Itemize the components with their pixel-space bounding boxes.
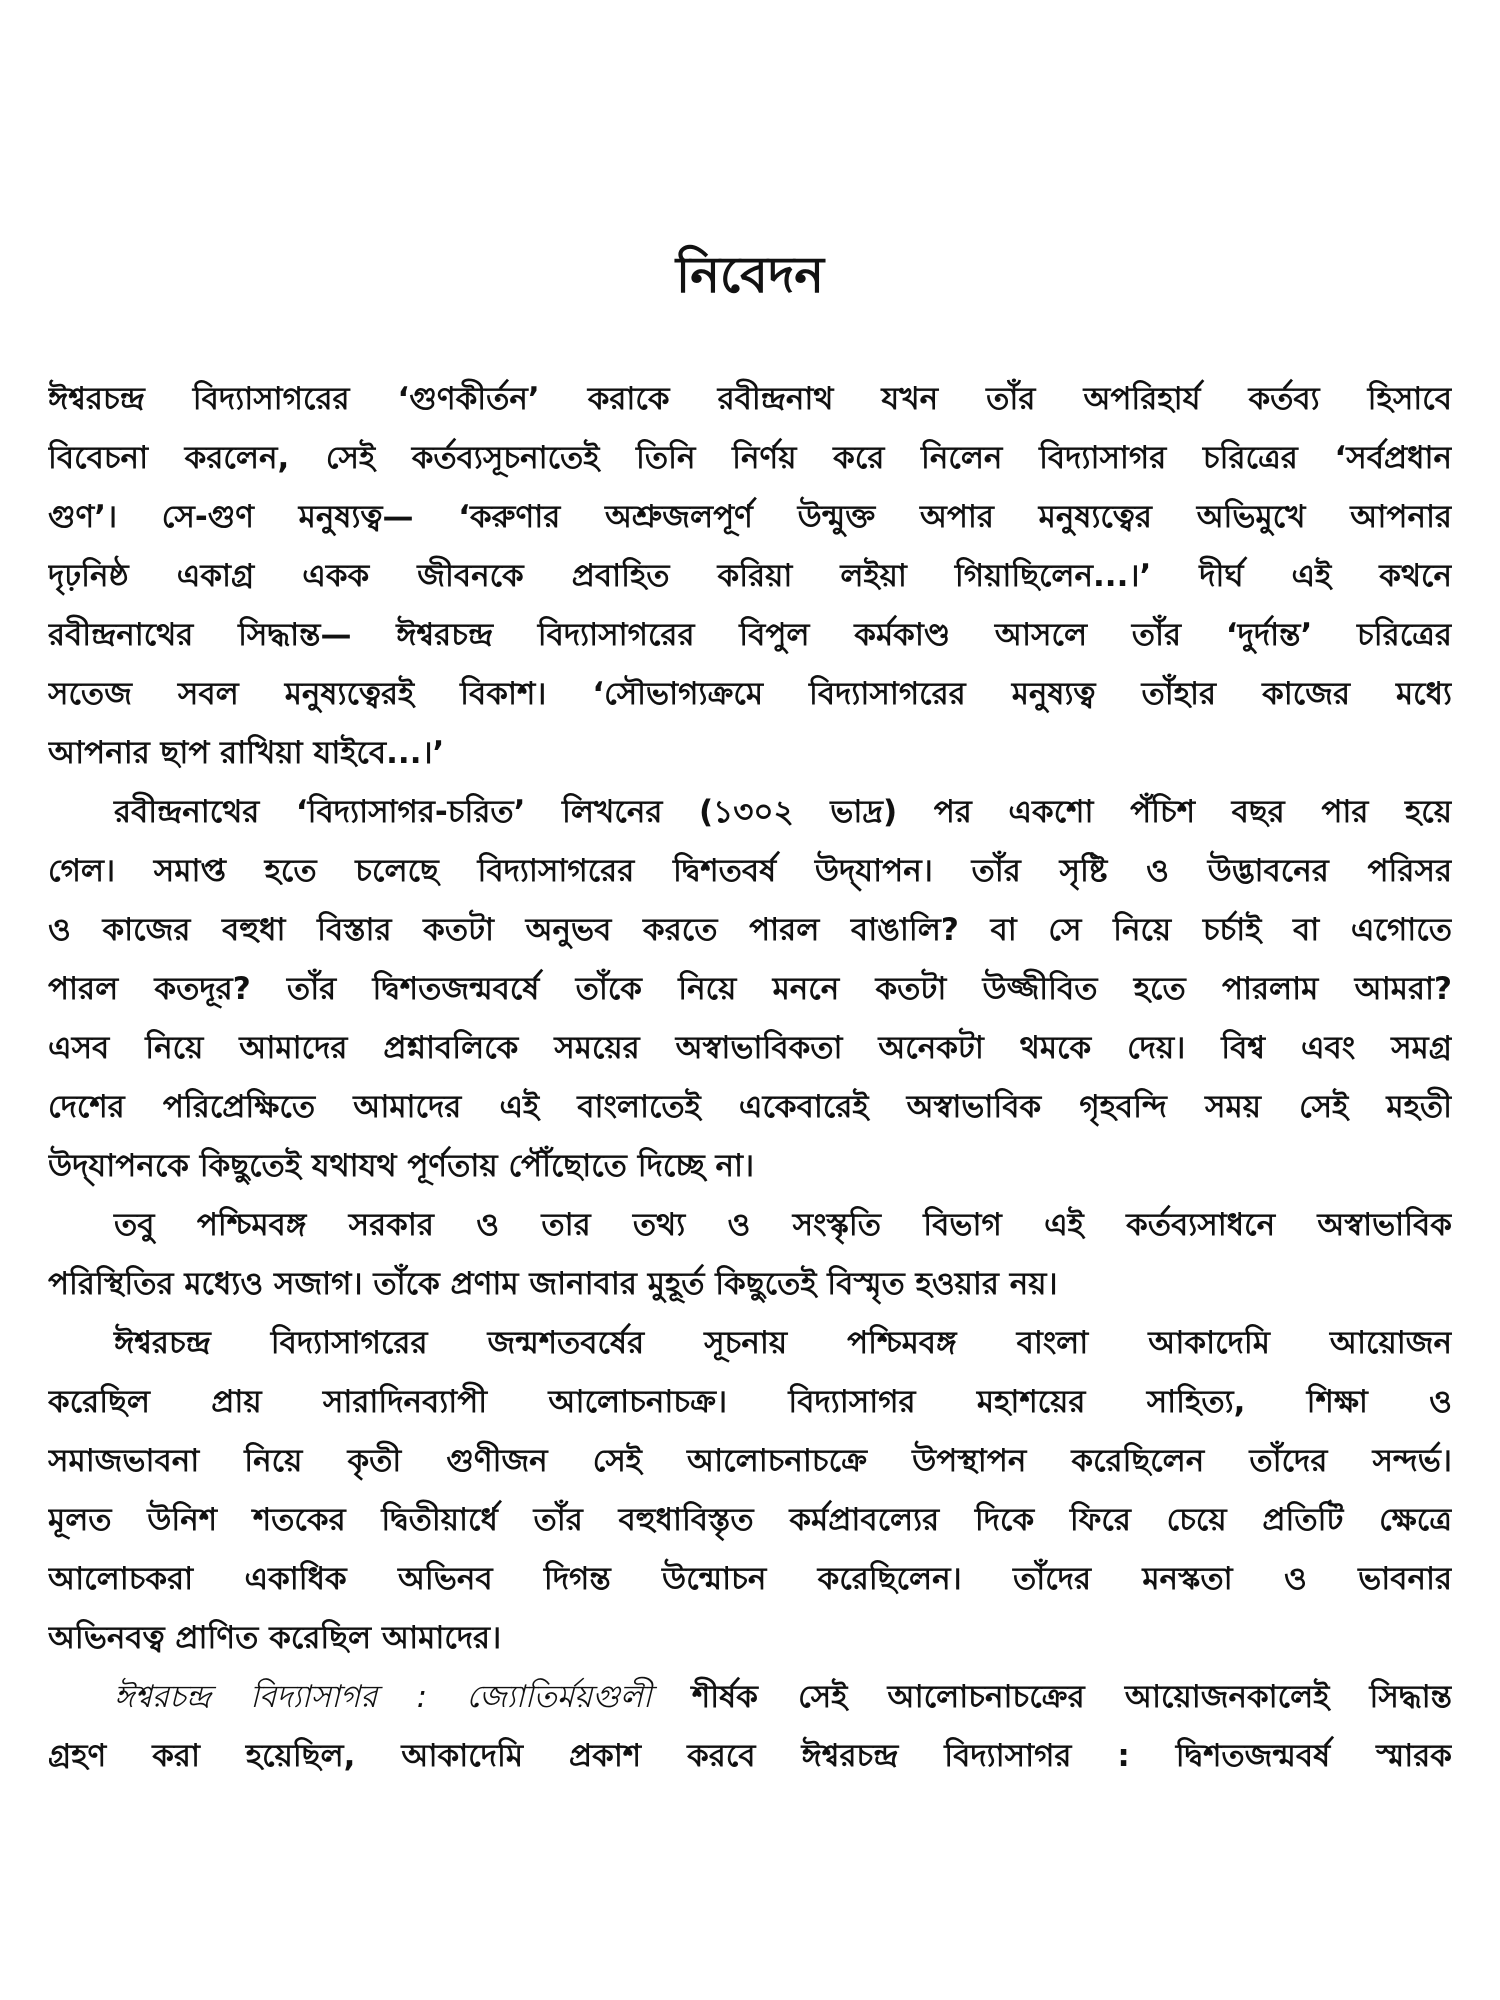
text-line: আলোচকরা একাধিক অভিনব দিগন্ত উন্মোচন করেছিলেন। তাঁদের মনস্কতা ও ভাবনার xyxy=(48,1561,1452,1597)
text-line: করেছিল প্রায় সারাদিনব্যাপী আলোচনাচক্র। বিদ্যাসাগর মহাশয়ের সাহিত্য, শিক্ষা ও xyxy=(48,1384,1452,1420)
text-line: বিবেচনা করলেন, সেই কর্তব্যসূচনাতেই তিনি নির্ণয় করে নিলেন বিদ্যাসাগর চরিত্রের ‘সর্বপ্রধান xyxy=(48,440,1452,476)
text-line: দৃঢ়নিষ্ঠ একাগ্র একক জীবনকে প্রবাহিত করিয়া লইয়া গিয়াছিলেন...।’ দীর্ঘ এই কথনে xyxy=(48,558,1452,594)
text-line: ঈশ্বরচন্দ্র বিদ্যাসাগরের ‘গুণকীর্তন’ করাকে রবীন্দ্রনাথ যখন তাঁর অপরিহার্য কর্তব্য হিসাবে xyxy=(48,381,1452,417)
text-line: আপনার ছাপ রাখিয়া যাইবে...।’ xyxy=(48,735,445,771)
text-line: উদ্‌যাপনকে কিছুতেই যথাযথ পূর্ণতায় পৌঁছোতে দিচ্ছে না। xyxy=(48,1148,755,1184)
text-line: অভিনবত্ব প্রাণিত করেছিল আমাদের। xyxy=(48,1620,502,1656)
text-line: ঈশ্বরচন্দ্র বিদ্যাসাগরের জন্মশতবর্ষের সূচনায় পশ্চিমবঙ্গ বাংলা আকাদেমি আয়োজন xyxy=(114,1325,1452,1361)
text-line: গেল। সমাপ্ত হতে চলেছে বিদ্যাসাগরের দ্বিশতবর্ষ উদ্‌যাপন। তাঁর সৃষ্টি ও উদ্ভাবনের পরিসর xyxy=(48,853,1452,889)
text-line: রবীন্দ্রনাথের ‘বিদ্যাসাগর-চরিত’ লিখনের (১৩০২ ভাদ্র) পর একশো পঁচিশ বছর পার হয়ে xyxy=(114,794,1452,830)
text-line: পরিস্থিতির মধ্যেও সজাগ। তাঁকে প্রণাম জানাবার মুহূর্ত কিছুতেই বিস্মৃত হওয়ার নয়। xyxy=(48,1266,1058,1302)
text-line: মূলত উনিশ শতকের দ্বিতীয়ার্ধে তাঁর বহুধাবিস্তৃত কর্মপ্রাবল্যের দিকে ফিরে চেয়ে প্রতিটি ক্ষেত্রে xyxy=(48,1502,1452,1538)
page-title: নিবেদন xyxy=(675,246,825,304)
text-line: গুণ’। সে-গুণ মনুষ্যত্ব— ‘করুণার অশ্রুজলপূর্ণ উন্মুক্ত অপার মনুষ্যত্বের অভিমুখে আপনার xyxy=(48,499,1452,535)
book-title-italic: ঈশ্বরচন্দ্র বিদ্যাসাগর : জ্যোতির্ময়গুলী xyxy=(114,1679,652,1715)
text-line: রবীন্দ্রনাথের সিদ্ধান্ত— ঈশ্বরচন্দ্র বিদ্যাসাগরের বিপুল কর্মকাণ্ড আসলে তাঁর ‘দুর্দান্ত’ চরিত্রের xyxy=(48,617,1452,653)
text-line: সমাজভাবনা নিয়ে কৃতী গুণীজন সেই আলোচনাচক্রে উপস্থাপন করেছিলেন তাঁদের সন্দর্ভ। xyxy=(48,1443,1452,1479)
text-line: এসব নিয়ে আমাদের প্রশ্নাবলিকে সময়ের অস্বাভাবিকতা অনেকটা থমকে দেয়। বিশ্ব এবং সমগ্র xyxy=(48,1030,1452,1066)
text-line: ও কাজের বহুধা বিস্তার কতটা অনুভব করতে পারল বাঙালি? বা সে নিয়ে চর্চাই বা এগোতে xyxy=(48,912,1452,948)
paragraph-4 xyxy=(48,1314,1452,1668)
text-line: তবু পশ্চিমবঙ্গ সরকার ও তার তথ্য ও সংস্কৃতি বিভাগ এই কর্তব্যসাধনে অস্বাভাবিক xyxy=(114,1207,1452,1243)
paragraph-2 xyxy=(48,783,1452,1196)
text-line: সতেজ সবল মনুষ্যত্বেরই বিকাশ। ‘সৌভাগ্যক্রমে বিদ্যাসাগরের মনুষ্যত্ব তাঁহার কাজের মধ্যে xyxy=(48,676,1452,712)
body-text xyxy=(48,370,1452,1786)
text-line: দেশের পরিপ্রেক্ষিতে আমাদের এই বাংলাতেই একেবারেই অস্বাভাবিক গৃহবন্দি সময় সেই মহতী xyxy=(48,1089,1452,1125)
paragraph-1 xyxy=(48,370,1452,783)
paragraph-5 xyxy=(48,1668,1452,1786)
text-line: গ্রহণ করা হয়েছিল, আকাদেমি প্রকাশ করবে ঈশ্বরচন্দ্র বিদ্যাসাগর : দ্বিশতজন্মবর্ষ স্মারক xyxy=(48,1738,1452,1774)
text-span: শীর্ষক সেই আলোচনাচক্রের আয়োজনকালেই সিদ্ধান্ত xyxy=(651,1679,1452,1715)
text-line xyxy=(48,1668,1452,1727)
text-line: পারল কতদূর? তাঁর দ্বিশতজন্মবর্ষে তাঁকে নিয়ে মননে কতটা উজ্জীবিত হতে পারলাম আমরা? xyxy=(48,971,1452,1007)
paragraph-3 xyxy=(48,1196,1452,1314)
